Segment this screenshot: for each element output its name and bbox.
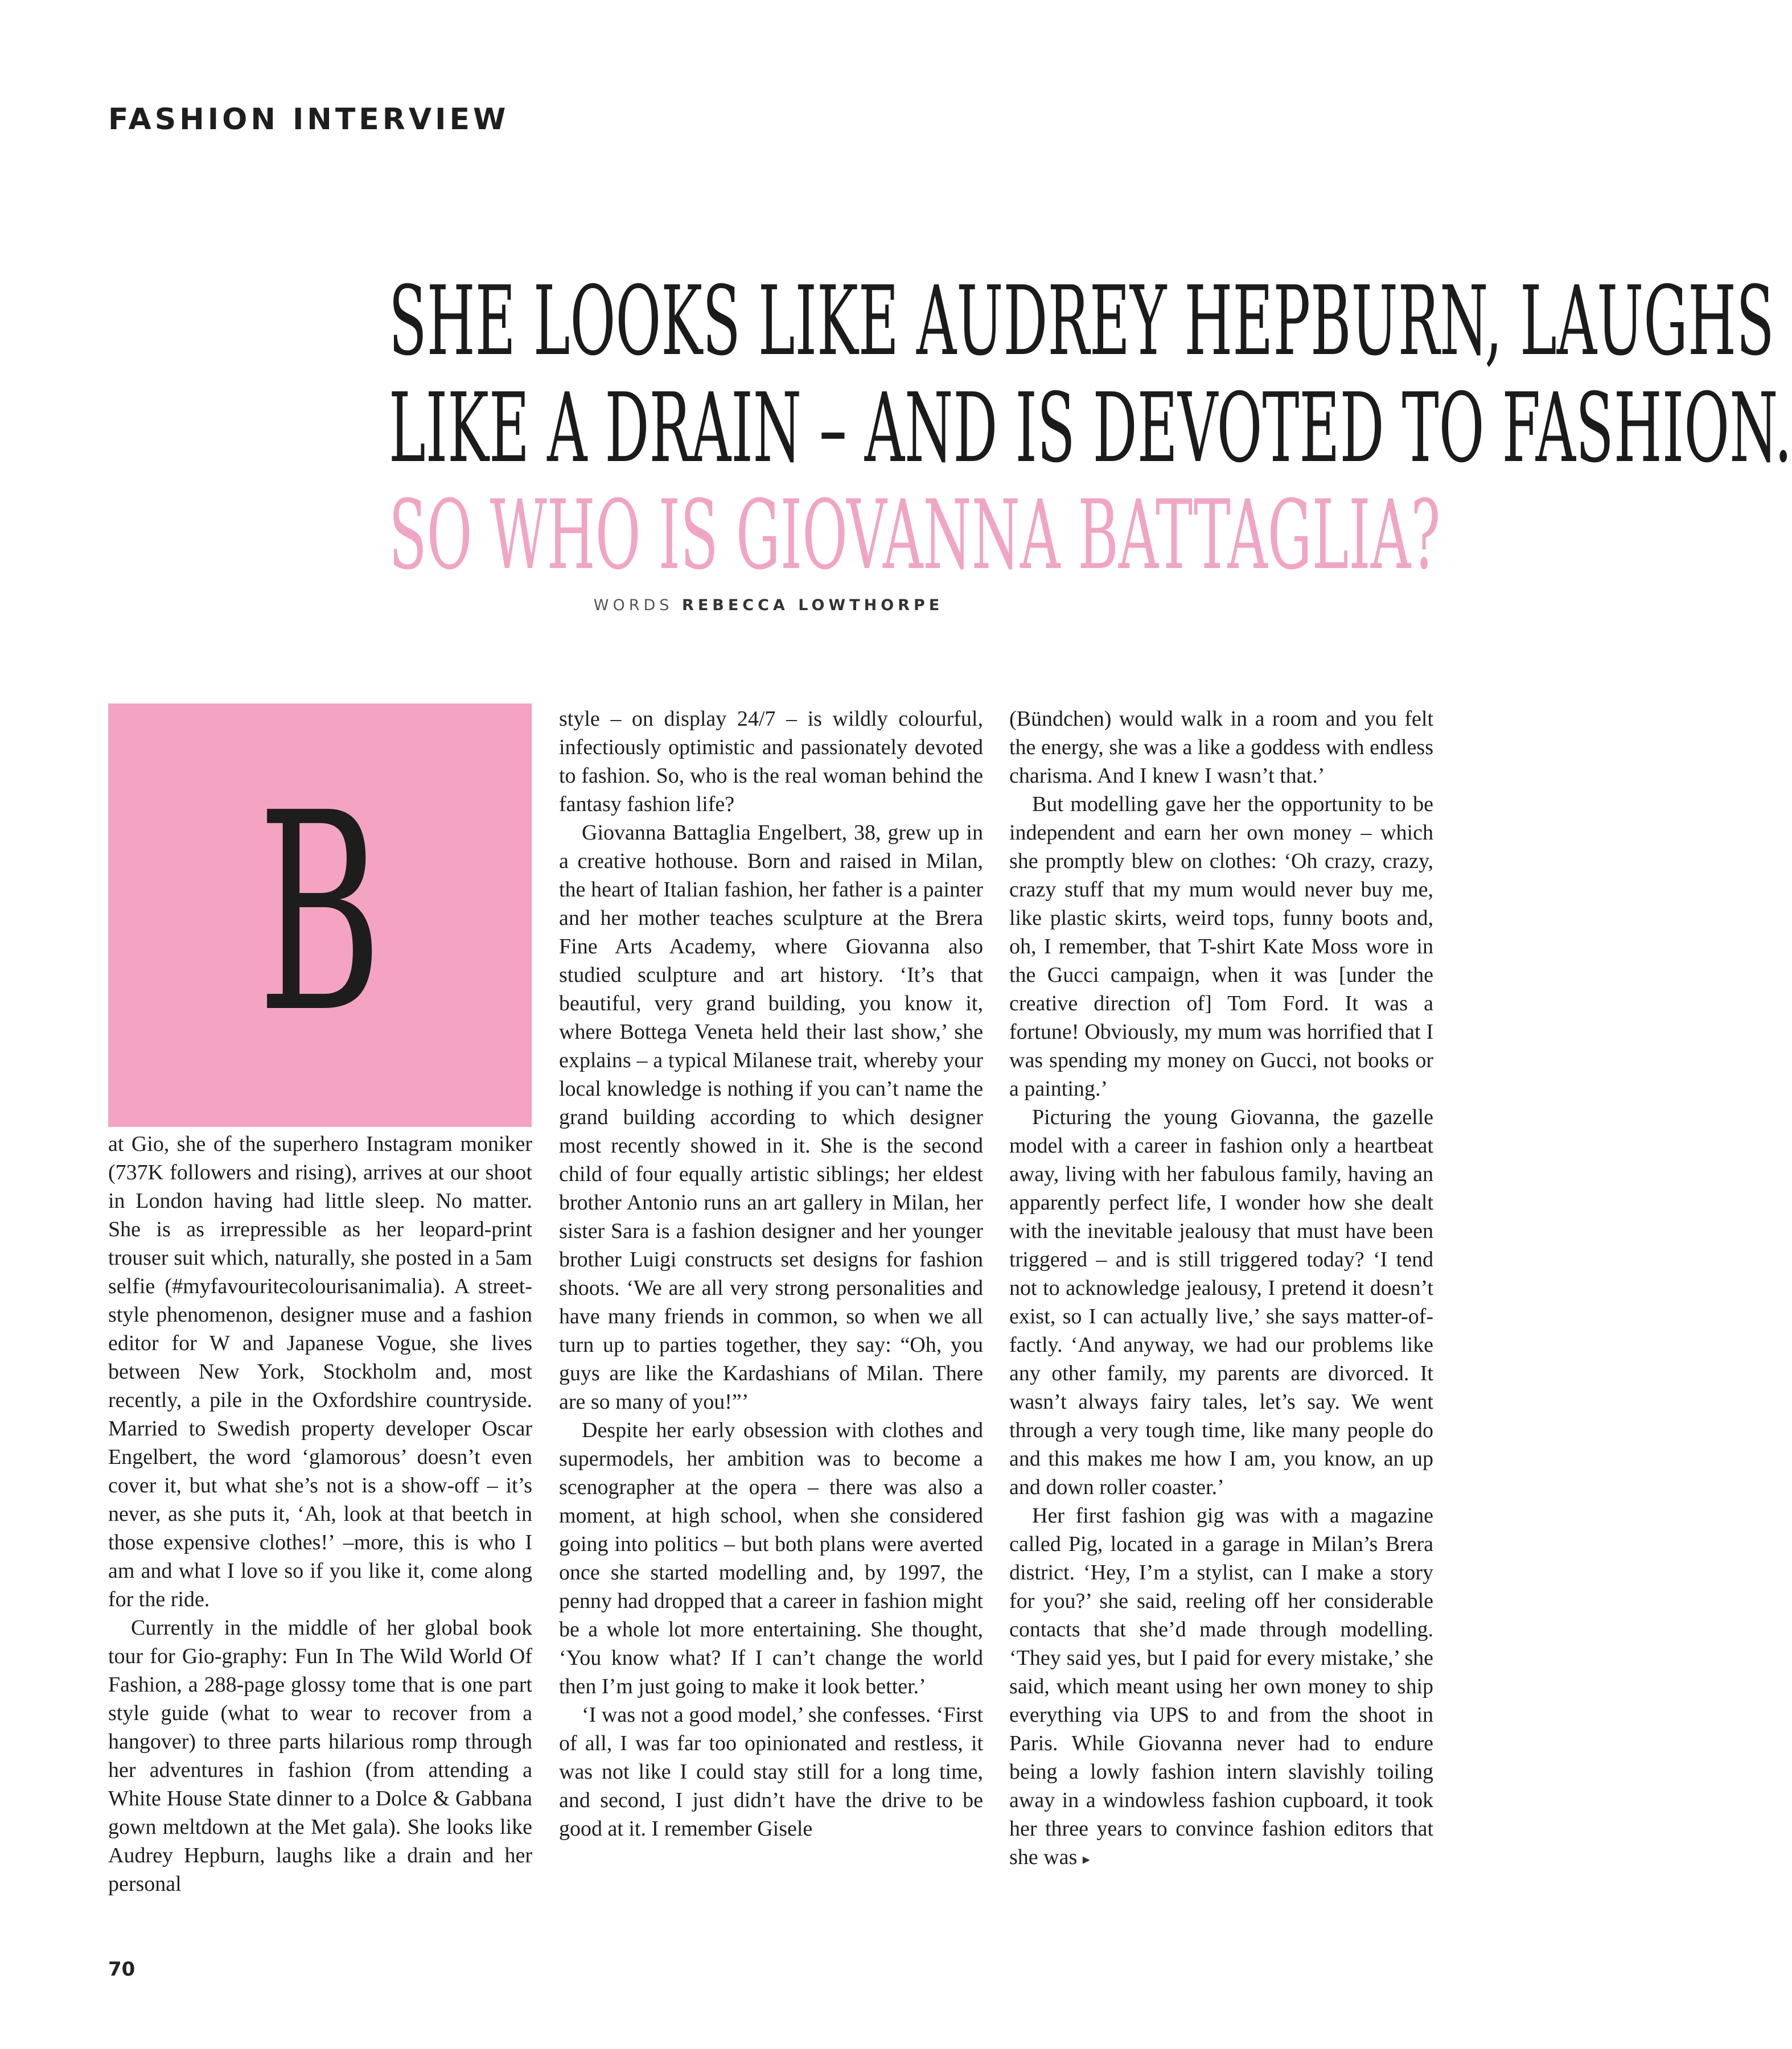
byline <box>0 596 1537 614</box>
byline-prefix: WORDS <box>593 596 673 614</box>
article-column-2 <box>559 705 983 1917</box>
section-label: FASHION INTERVIEW <box>108 102 509 137</box>
column-3-paragraph-1: (Bündchen) would walk in a room and you felt the energy, she was a like a goddess with endless charisma. And I knew I wasn’t that.’ <box>1009 707 1433 788</box>
drop-cap-letter: B <box>257 755 383 1073</box>
page-number: 70 <box>108 1958 135 1981</box>
column-2-paragraph-4: ‘I was not a good model,’ she confesses. ‘First of all, I was far too opinionated and restless, it was not like I could stay still for a long time, and second, I just didn’t have the drive to be good at it. I remember Gisele <box>559 1703 983 1841</box>
column-1-paragraph-1: at Gio, she of the superhero Instagram moniker (737K followers and rising), arrives at our shoot in London having had little sleep. No matter. She is as irrepressible as her leopard-print trouser suit which, naturally, she posted in a 5am selfie (#myfavouritecolourisanimalia). A street-style phenomenon, designer muse and a fashion editor for W and Japanese Vogue, she lives between New York, Stockholm and, most recently, a pile in the Oxfordshire countryside. Married to Swedish property developer Oscar Engelbert, the word ‘glamorous’ doesn’t even cover it, but what she’s not is a show-off – it’s never, as she puts it, ‘Ah, look at that beetch in those expensive clothes!’ –more, this is who I am and what I love so if you like it, come along for the ride. <box>108 1132 532 1611</box>
headline <box>389 265 1792 591</box>
column-3-paragraph-4-text: Her first fashion gig was with a magazine called Pig, located in a garage in Milan’s Brera district. ‘Hey, I’m a stylist, can I make a story for you?’ she said, reeling off her considerable contacts that she’d made through modelling. ‘They said yes, but I paid for every mistake,’ she said, which meant using her own money to ship everything via UPS to and from the shoot in Paris. While Giovanna never had to endure being a lowly fashion intern slavishly toiling away in a windowless fashion cupboard, it took her three years to convince fashion editors that she was <box>1009 1504 1433 1869</box>
article-column-1 <box>108 1130 532 1915</box>
column-3-paragraph-3: Picturing the young Giovanna, the gazelle model with a career in fashion only a heartbeat away, living with her fabulous family, having an apparently perfect life, I wonder how she dealt with the inevitable jealousy that must have been triggered – and is still triggered today? ‘I tend not to acknowledge jealousy, I pretend it doesn’t exist, so I can actually live,’ she says matter-of-factly. ‘And anyway, we had our problems like any other family, my parents are divorced. It wasn’t always fairy tales, let’s say. We went through a very tough time, like many people do and this makes me how I am, you know, an up and down roller coaster.’ <box>1009 1105 1433 1499</box>
continue-arrow-icon: ▸ <box>1082 1851 1090 1867</box>
drop-cap-box <box>108 703 532 1127</box>
column-1-paragraph-2: Currently in the middle of her global book tour for Gio-graphy: Fun In The Wild World Of Fashion, a 288-page glossy tome that is one part style guide (what to wear to recover from a hangover) to three parts hilarious romp through her adventures in fashion (from attending a White House State dinner to a Dolce & Gabbana gown meltdown at the Met gala). She looks like Audrey Hepburn, laughs like a drain and her personal <box>108 1616 532 1896</box>
headline-line-2: LIKE A DRAIN – AND IS DEVOTED TO FASHION. <box>389 372 1792 484</box>
headline-line-1: SHE LOOKS LIKE AUDREY HEPBURN, LAUGHS <box>389 265 1774 377</box>
article-column-3 <box>1009 705 1433 1917</box>
column-2-paragraph-3: Despite her early obsession with clothes and supermodels, her ambition was to become a scenographer at the opera – there was also a moment, at high school, when she considered going into politics – but both plans were averted once she started modelling and, by 1997, the penny had dropped that a career in fashion might be a whole lot more entertaining. She thought, ‘You know what? If I can’t change the world then I’m just going to make it look better.’ <box>559 1418 983 1698</box>
column-2-paragraph-1: style – on display 24/7 – is wildly colourful, infectiously optimistic and passionately devoted to fashion. So, who is the real woman behind the fantasy fashion life? <box>559 707 983 816</box>
column-3-paragraph-4 <box>1009 1501 1433 1874</box>
headline-line-3: SO WHO IS GIOVANNA BATTAGLIA? <box>389 479 1441 591</box>
column-2-paragraph-2: Giovanna Battaglia Engelbert, 38, grew up in a creative hothouse. Born and raised in Milan, the heart of Italian fashion, her father is a painter and her mother teaches sculpture at the Brera Fine Arts Academy, where Giovanna also studied sculpture and art history. ‘It’s that beautiful, very grand building, you know it, where Bottega Veneta held their last show,’ she explains – a typical Milanese trait, whereby your local knowledge is nothing if you can’t name the grand building according to which designer most recently showed in it. She is the second child of four equally artistic siblings; her eldest brother Antonio runs an art gallery in Milan, her sister Sara is a fashion designer and her younger brother Luigi constructs set designs for fashion shoots. ‘We are all very strong personalities and have many friends in common, so when we all turn up to parties together, they say: “Oh, you guys are like the Kardashians of Milan. There are so many of you!”’ <box>559 821 983 1414</box>
byline-author: REBECCA LOWTHORPE <box>682 596 944 614</box>
column-3-paragraph-2: But modelling gave her the opportunity to be independent and earn her own money – which she promptly blew on clothes: ‘Oh crazy, crazy, crazy stuff that my mum would never buy me, like plastic skirts, weird tops, funny boots and, oh, I remember, that T-shirt Kate Moss wore in the Gucci campaign, when it was [under the creative direction of] Tom Ford. It was a fortune! Obviously, my mum was horrified that I was spending my money on Gucci, not books or a painting.’ <box>1009 792 1433 1101</box>
